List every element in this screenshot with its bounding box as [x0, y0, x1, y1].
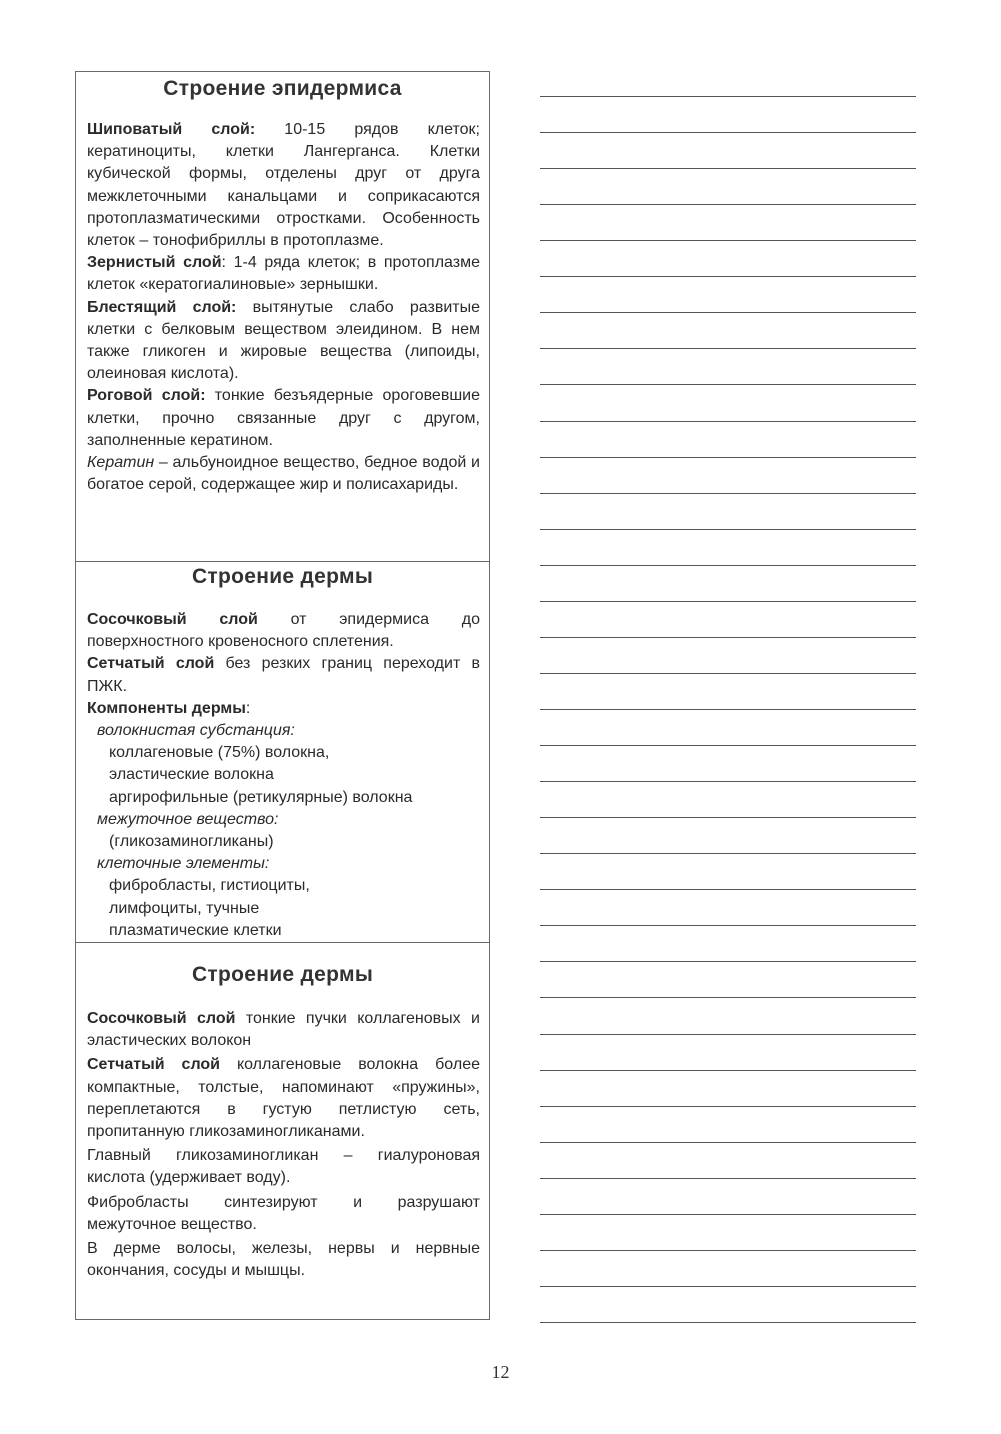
- note-line: [540, 853, 916, 854]
- note-line: [540, 925, 916, 926]
- keratin-paragraph: [87, 452, 480, 496]
- note-line: [540, 601, 916, 602]
- note-line: [540, 132, 916, 133]
- note-line: [540, 168, 916, 169]
- dermis-structure-box-2: [75, 942, 490, 1320]
- cellular-elements-label: клеточные элементы:: [97, 855, 270, 873]
- fibroblasts-paragraph: Фибробласты синтезируют и разрушают межуточное вещество.: [87, 1193, 480, 1233]
- papillary-layer-label: Сосочковый слой: [87, 611, 258, 628]
- note-line: [540, 817, 916, 818]
- epidermis-structure-box: [75, 71, 490, 562]
- reticular-layer-paragraph: [87, 653, 480, 697]
- note-line: [540, 240, 916, 241]
- ground-substance-label: межуточное вещество:: [97, 810, 279, 828]
- note-line: [540, 96, 916, 97]
- spinous-layer-text: 10-15 рядов клеток; кератиноциты, клетки Лангерганса. Клетки кубической формы, отделены друг от друга межклеточными канальцами и соприкасаются протоплазматическими отростками. Особенность клеток – тонофибриллы в протоплазме.: [87, 121, 481, 250]
- note-line: [540, 493, 916, 494]
- note-line: [540, 348, 916, 349]
- note-line: [540, 384, 916, 385]
- reticular-layer-label: Сетчатый слой: [87, 655, 215, 673]
- note-line: [540, 961, 916, 962]
- horny-layer-text: тонкие безъядерные ороговевшие клетки, прочно связанные друг с другом, заполненные кератином.: [87, 387, 480, 449]
- note-line: [540, 997, 916, 998]
- note-line: [540, 889, 916, 890]
- reticular-layer-paragraph-2: [87, 1054, 480, 1143]
- papillary-layer-paragraph: [87, 609, 480, 653]
- note-line: [540, 421, 916, 422]
- note-line: [540, 1322, 916, 1323]
- papillary-layer-text: от эпидермиса до поверхностного кровеносного сплетения.: [87, 611, 480, 651]
- note-line: [540, 709, 916, 710]
- dermis-components-colon: :: [245, 699, 251, 717]
- dermis-text-1: [76, 609, 489, 942]
- note-line: [540, 1214, 916, 1215]
- epidermis-text: [76, 119, 489, 496]
- spinous-layer-label: Шиповатый слой:: [87, 121, 256, 138]
- note-line: [540, 312, 916, 313]
- ground-substance-item: (гликозаминогликаны): [109, 833, 274, 851]
- keratin-text: – альбуноидное вещество, бедное водой и богатое серой, содержащее жир и полисахариды.: [87, 454, 480, 494]
- fibrous-item: эластические волокна: [109, 766, 274, 784]
- fibrous-substance-label: волокнистая субстанция:: [97, 722, 295, 740]
- granular-layer-label: Зернистый слой: [87, 254, 222, 272]
- cellular-element-item: лимфоциты, тучные: [109, 899, 260, 917]
- dermis-structure-box-1: [75, 561, 490, 943]
- epidermis-title: Строение эпидермиса: [163, 77, 402, 100]
- hyaluronic-acid-paragraph: Главный гликозаминогликан – гиалуроновая кислота (удерживает воду).: [87, 1147, 480, 1187]
- dermis-text-2: [76, 1008, 489, 1282]
- note-line: [540, 1286, 916, 1287]
- papillary-layer-text-2: тонкие пучки коллагеновых и эластических волокон: [87, 1010, 480, 1050]
- reticular-layer-text-2: коллагеновые волокна более компактные, толстые, напоминают «пружины», переплетаются в густую петлистую сеть, пропитанную гликозаминогликанами.: [87, 1056, 480, 1141]
- spinous-layer-paragraph: [87, 119, 480, 252]
- note-line: [540, 565, 916, 566]
- granular-layer-paragraph: [87, 252, 480, 296]
- dermis-contents-paragraph: В дерме волосы, железы, нервы и нервные окончания, сосуды и мышцы.: [87, 1240, 480, 1280]
- reticular-layer-label-2: Сетчатый слой: [87, 1056, 220, 1074]
- keratin-label: Кератин: [87, 454, 155, 472]
- note-line: [540, 529, 916, 530]
- lucid-layer-paragraph: [87, 297, 480, 386]
- papillary-layer-label-2: Сосочковый слой: [87, 1010, 236, 1027]
- papillary-layer-paragraph-2: [87, 1008, 480, 1052]
- note-line: [540, 781, 916, 782]
- lucid-layer-text: вытянутые слабо развитые клетки с белковым веществом элеидином. В нем также гликоген и жировые вещества (липоиды, олеиновая кислота).: [87, 298, 480, 383]
- lucid-layer-label: Блестящий слой:: [87, 298, 237, 316]
- note-line: [540, 276, 916, 277]
- note-line: [540, 1178, 916, 1179]
- page-number: 12: [491, 1362, 510, 1382]
- note-line: [540, 673, 916, 674]
- dermis-title-1: Строение дермы: [191, 565, 374, 588]
- dermis-components-label: Компоненты дермы: [87, 699, 246, 717]
- note-line: [540, 1070, 916, 1071]
- cellular-element-item: плазматические клетки: [109, 921, 282, 939]
- note-line: [540, 1034, 916, 1035]
- fibrous-item: аргирофильные (ретикулярные) волокна: [109, 788, 413, 806]
- cellular-element-item: фибробласты, гистиоциты,: [109, 877, 310, 895]
- note-line: [540, 637, 916, 638]
- fibrous-item: коллагеновые (75%) волокна,: [109, 744, 330, 762]
- horny-layer-label: Роговой слой:: [87, 387, 206, 405]
- note-line: [540, 204, 916, 205]
- note-line: [540, 1250, 916, 1251]
- note-line: [540, 745, 916, 746]
- dermis-components-heading: [87, 698, 480, 720]
- dermis-title-2: Строение дермы: [191, 963, 374, 986]
- reticular-layer-text: без резких границ переходит в ПЖК.: [87, 655, 480, 695]
- note-line: [540, 1106, 916, 1107]
- note-line: [540, 457, 916, 458]
- horny-layer-paragraph: [87, 385, 480, 452]
- note-line: [540, 1142, 916, 1143]
- granular-layer-text: : 1-4 ряда клеток; в протоплазме клеток «кератогиалиновые» зернышки.: [87, 254, 480, 294]
